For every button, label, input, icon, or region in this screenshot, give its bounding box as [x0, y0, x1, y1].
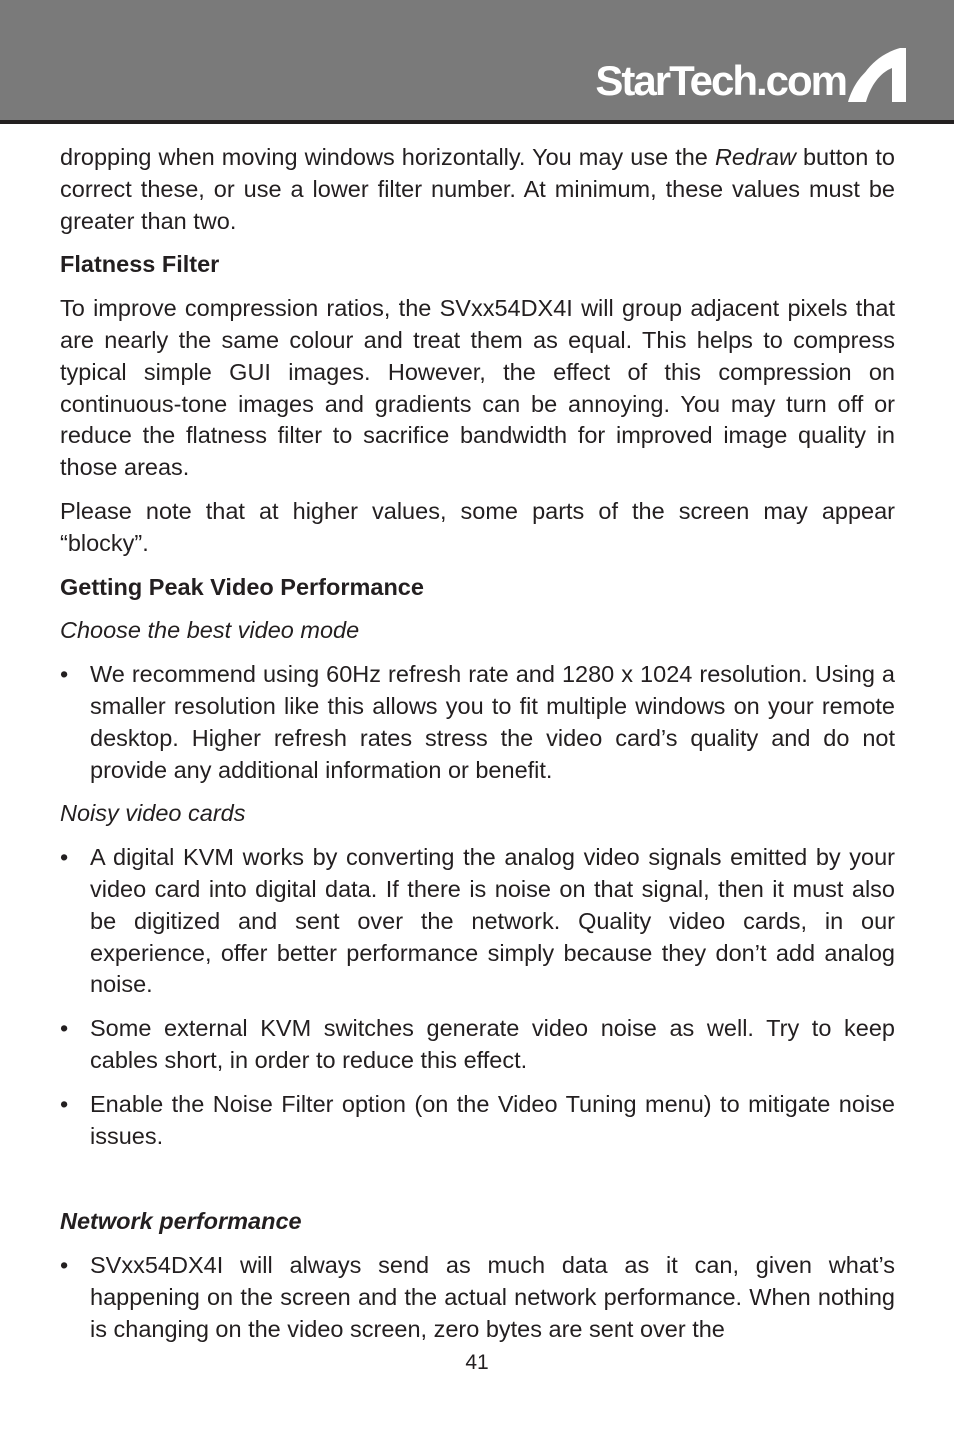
list-item-text: SVxx54DX4I will always send as much data as it can, given what’s happening on the screen and the actual network performance. When nothing is changing on the video screen, zero bytes are sent over the: [90, 1252, 895, 1342]
intro-text-before: dropping when moving windows horizontally. You may use the: [60, 144, 715, 170]
redraw-emphasis: Redraw: [714, 144, 796, 170]
startech-logo: [595, 42, 908, 104]
network-performance-subheading: Network performance: [60, 1208, 302, 1235]
logo-swoosh-icon: [848, 44, 908, 104]
flatness-paragraph: To improve compression ratios, the SVxx54DX4I will group adjacent pixels that are nearly the same colour and treat them as equal. This helps to compress typical simple GUI images. However, the effect of this compression on continuous-tone images and gradients can be annoying. You may turn off or reduce the flatness filter to sacrifice bandwidth for improved image quality in those areas.: [60, 295, 895, 481]
list-item-text: A digital KVM works by converting the analog video signals emitted by your video card into digital data. If there is noise on that signal, then it must also be digitized and sent over the network. Quality video cards, in our experience, offer better performance simply because they don’t add analog noise.: [90, 844, 895, 998]
list-item: [60, 1013, 895, 1077]
list-item: [60, 659, 895, 786]
header-rule: [0, 120, 954, 124]
list-item: [60, 842, 895, 1001]
list-item: [60, 1089, 895, 1153]
page-content: [60, 142, 895, 1358]
page-header-band: [0, 0, 954, 120]
bullet-icon: •: [60, 1090, 69, 1117]
list-item-text: Enable the Noise Filter option (on the Video Tuning menu) to mitigate noise issues.: [90, 1090, 895, 1149]
blocky-note-paragraph: Please note that at higher values, some parts of the screen may appear “blocky”.: [60, 497, 895, 556]
bullet-icon: •: [60, 1252, 69, 1279]
noisy-cards-subheading: Noisy video cards: [60, 800, 246, 827]
intro-paragraph: [60, 142, 895, 237]
logo-wordmark: StarTech.com: [595, 57, 846, 104]
video-mode-subheading: Choose the best video mode: [60, 617, 360, 644]
flatness-filter-heading: Flatness Filter: [60, 251, 220, 278]
section-spacer: [60, 1164, 895, 1206]
list-item: [60, 1250, 895, 1345]
list-item-text: Some external KVM switches generate video noise as well. Try to keep cables short, in order to reduce this effect.: [90, 1015, 895, 1073]
bullet-icon: •: [60, 661, 69, 688]
intro-text-after: button to correct these, or use a lower filter number. At minimum, these values must be greater than two.: [60, 144, 895, 234]
bullet-icon: •: [60, 844, 69, 871]
list-item-text: We recommend using 60Hz refresh rate and 1280 x 1024 resolution. Using a smaller resolution like this allows you to fit multiple windows on your remote desktop. Higher refresh rates stress the video card’s quality and do not provide any additional information or benefit.: [90, 661, 895, 783]
bullet-icon: •: [60, 1015, 69, 1042]
page-number: 41: [465, 1351, 489, 1374]
peak-video-heading: Getting Peak Video Performance: [60, 573, 424, 600]
